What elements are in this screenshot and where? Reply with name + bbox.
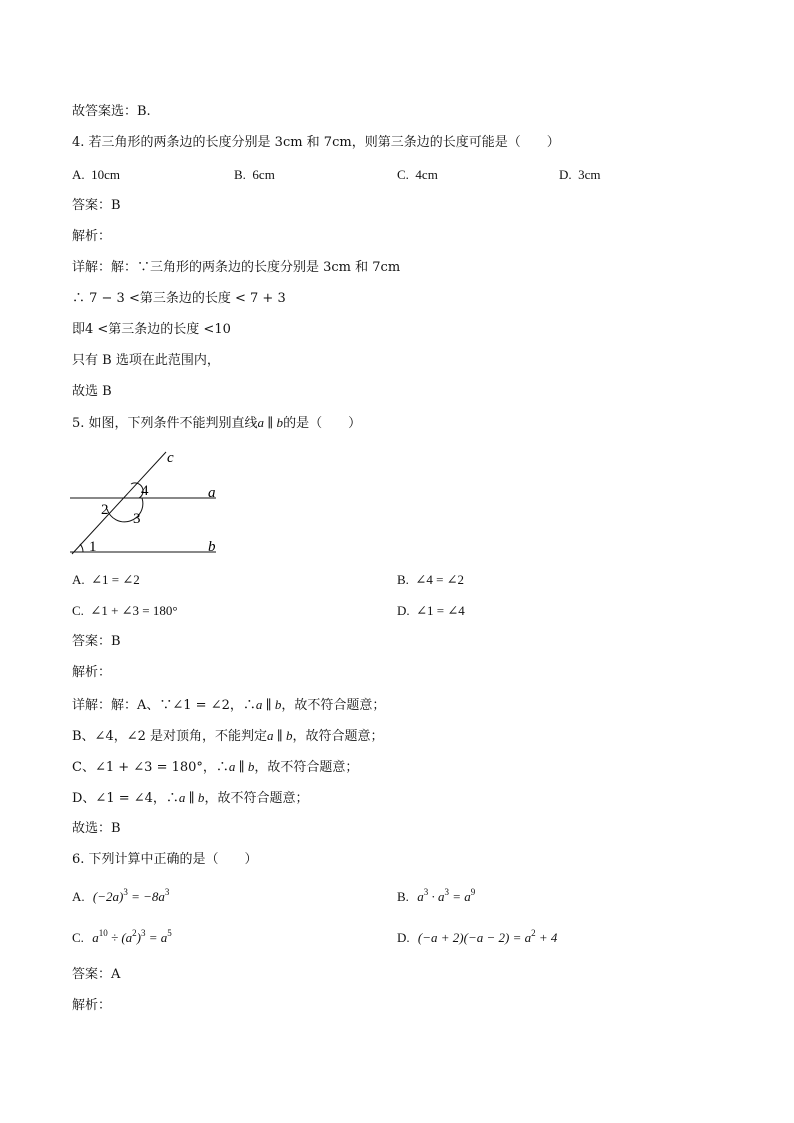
q4-stem: 4. 若三角形的两条边的长度分别是 3cm 和 7cm，则第三条边的长度可能是（ ）: [72, 135, 560, 150]
q5-analysis-label: 解析：: [72, 665, 112, 680]
q5-option-b: B. ∠4 = ∠2: [397, 572, 465, 587]
q4-answer: 答案：B: [72, 198, 121, 213]
q5-option-a: A. ∠1 = ∠2: [72, 572, 140, 587]
q5-detail-1: 详解：解：A、∵∠1 = ∠2，∴a ∥ b，故不符合题意；: [72, 697, 386, 713]
q4-analysis-label: 解析：: [72, 229, 112, 244]
label-angle-1: 1: [89, 539, 97, 555]
previous-answer: 故答案选：B.: [72, 104, 151, 119]
q5-detail-4: D、∠1 = ∠4，∴a ∥ b，故不符合题意；: [72, 790, 309, 806]
q5-option-d: D. ∠1 = ∠4: [397, 603, 465, 618]
label-c: c: [167, 450, 174, 466]
q5-option-c: C. ∠1 + ∠3 = 180°: [72, 603, 178, 618]
angle-1-arc: [80, 544, 83, 552]
q5-conclusion: 故选：B: [72, 821, 121, 836]
q6-analysis-label: 解析：: [72, 998, 112, 1013]
label-a: a: [208, 485, 216, 501]
label-angle-4: 4: [141, 483, 149, 499]
line-c: [72, 452, 166, 554]
q4-option-d: D. 3cm: [559, 167, 601, 182]
q4-option-c: C. 4cm: [397, 167, 438, 182]
label-angle-3: 3: [133, 511, 141, 527]
label-b: b: [208, 539, 216, 555]
q4-detail-4: 只有 B 选项在此范围内，: [72, 353, 220, 368]
q5-detail-3: C、∠1 + ∠3 = 180°，∴a ∥ b，故不符合题意；: [72, 759, 359, 775]
q4-detail-1: 详解：解：∵三角形的两条边的长度分别是 3cm 和 7cm: [72, 260, 401, 275]
q6-option-d: D. $(-a + 2)(-a - 2) = a^2 + 4$: [397, 928, 558, 945]
q4-detail-2: ∴ 7 − 3 <第三条边的长度 < 7 + 3: [72, 291, 286, 306]
q5-detail-2: B、∠4，∠2 是对顶角，不能判定a ∥ b，故符合题意；: [72, 728, 384, 744]
q6-option-c: C. $a^{10} \div (a^2)^3 = a^5$: [72, 928, 172, 945]
q6-option-a: A. $(-2a)^3 = -8a^3$: [72, 887, 170, 904]
q6-option-b: B. $a^3 \cdot a^3 = a^9$: [397, 887, 476, 904]
q4-option-a: A. 10cm: [72, 167, 121, 182]
q4-detail-3: 即4 <第三条边的长度 <10: [72, 322, 231, 337]
q6-answer: 答案：A: [72, 967, 121, 982]
q4-option-b: B. 6cm: [234, 167, 275, 182]
q5-stem: 5. 如图，下列条件不能判别直线a ∥ b的是（ ）: [72, 415, 362, 431]
parallel-lines-figure: [68, 448, 228, 560]
q5-answer: 答案：B: [72, 634, 121, 649]
q6-stem: 6. 下列计算中正确的是（ ）: [72, 852, 258, 867]
label-angle-2: 2: [101, 502, 109, 518]
q4-conclusion: 故选 B: [72, 384, 112, 399]
